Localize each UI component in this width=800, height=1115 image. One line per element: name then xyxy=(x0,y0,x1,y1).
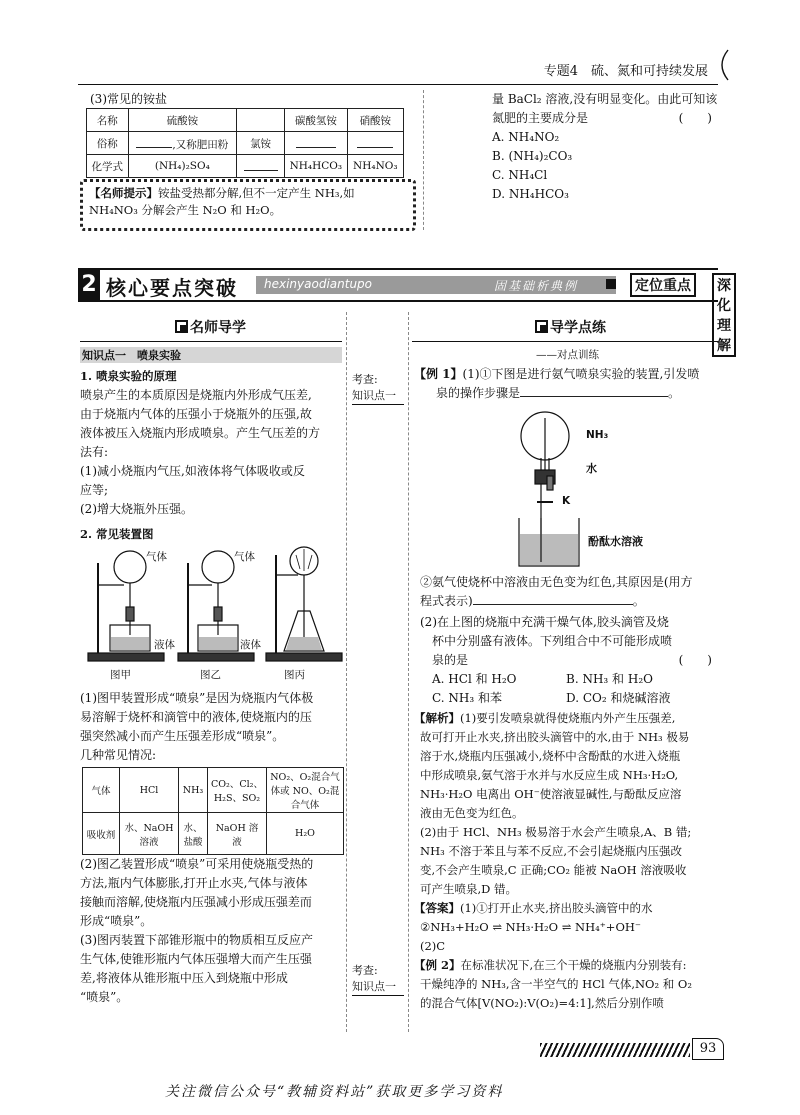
text-line: NH₃·H₂O 电离出 OH⁻使溶液显碱性,与酚酞反应溶 xyxy=(420,787,682,801)
figure-label-gas: 气体 xyxy=(234,551,255,563)
column-divider xyxy=(423,90,424,230)
note-line: 考查: xyxy=(352,964,378,977)
ammonium-heading: (3)常见的铵盐 xyxy=(90,92,167,106)
text: 泉的操作步骤是 xyxy=(436,386,521,400)
right-questions xyxy=(420,573,720,708)
text: 泉的是 xyxy=(432,653,469,667)
option-b: B. NH₃ 和 H₂O xyxy=(566,672,653,686)
answer-blank xyxy=(473,592,633,605)
text-line: 泉的操作步骤是 。 xyxy=(436,386,681,400)
banner-motto: 固基础析典例 xyxy=(494,279,579,293)
option-d: D. CO₂ 和烧碱溶液 xyxy=(566,691,671,705)
section-title-text: 名师导学 xyxy=(190,320,246,336)
table-cell: 化学式 xyxy=(87,155,129,178)
option-a: A. NH₄NO₂ xyxy=(492,130,560,144)
table-cell: 俗称 xyxy=(87,132,129,155)
table-row xyxy=(83,768,344,813)
question-line: 量 BaCl₂ 溶液,没有明显变化。由此可知该 xyxy=(492,92,718,106)
note-line: 知识点一 xyxy=(352,980,396,993)
section-title-text: 导学点练 xyxy=(550,320,606,336)
text-line: 干燥纯净的 NH₃,含一半空气的 HCl 气体,NO₂ 和 O₂ xyxy=(420,977,692,991)
text-line: 几种常见情况: xyxy=(80,748,157,762)
answer-paren: ( ) xyxy=(678,653,712,667)
table-cell: NO₂、O₂混合气体或 NO、O₂混合气体 xyxy=(267,768,344,813)
table-cell xyxy=(237,155,285,178)
margin-note xyxy=(352,963,404,996)
table-cell: 硝酸铵 xyxy=(347,109,403,132)
ammonium-table xyxy=(86,108,404,178)
text-line: 接触而溶解,使烧瓶内压强减小形成压强差而 xyxy=(80,895,312,909)
tip-label: 【名师提示】 xyxy=(89,186,158,200)
example-label: 【例 1】 xyxy=(414,367,463,381)
banner-square-icon xyxy=(606,279,616,289)
text-line xyxy=(414,899,719,918)
text-line: (2)图乙装置形成“喷泉”可采用使烧瓶受热的 xyxy=(80,857,314,871)
table-cell: 氯铵 xyxy=(237,132,285,155)
banner-strip xyxy=(256,276,616,294)
option-c: C. NH₃ 和苯 xyxy=(432,691,502,705)
right-section-title xyxy=(535,317,606,337)
text-line: 液体被压入烧瓶内形成喷泉。产生气压差的方 xyxy=(80,426,321,440)
text-line: 程式表示) 。 xyxy=(420,594,645,608)
analysis-block xyxy=(414,709,719,1013)
chapter-title: 专题4 硫、氮和可持续发展 xyxy=(543,64,708,79)
text: (1)①下图是进行氨气喷泉实验的装置,引发喷 xyxy=(462,367,700,381)
apparatus-bing xyxy=(266,547,342,661)
text-line: “喷泉”。 xyxy=(80,990,129,1004)
figure-label-water: 水 xyxy=(586,462,597,475)
answer-paren: ( ) xyxy=(678,111,712,125)
table-cell: 碳酸氢铵 xyxy=(285,109,348,132)
header-rule xyxy=(78,84,718,85)
table-cell xyxy=(237,109,285,132)
text-line: (2)增大烧瓶外压强。 xyxy=(80,502,193,516)
table-cell: 名称 xyxy=(87,109,129,132)
table-cell: NaOH 溶液 xyxy=(208,813,267,855)
text-line: (2)在上图的烧瓶中充满干燥气体,胶头滴管及烧 xyxy=(420,615,669,629)
table-cell xyxy=(347,132,403,155)
teacher-tip-box xyxy=(80,179,416,231)
figure-label-solution: 酚酞水溶液 xyxy=(588,535,643,548)
banner-number: 2 xyxy=(78,270,100,300)
margin-note xyxy=(352,372,404,405)
table-row xyxy=(87,132,404,155)
right-title-rule xyxy=(412,341,718,342)
table-cell: 气体 xyxy=(83,768,120,813)
table-cell xyxy=(285,132,348,155)
knowledge-point-tag: 知识点一 喷泉实验 xyxy=(80,347,342,363)
text-line: 易溶解于烧杯和滴管中的液体,使烧瓶内的压 xyxy=(80,710,312,724)
text-line: 形成“喷泉”。 xyxy=(80,914,153,928)
note-line: 知识点一 xyxy=(352,389,396,402)
tip-text: 铵盐受热都分解,但不一定产生 NH₃,如 NH₄NO₃ 分解会产生 N₂O 和 H₂O。 xyxy=(89,186,355,217)
table-cell: (NH₄)₂SO₄ xyxy=(128,155,236,178)
table-row xyxy=(87,109,404,132)
example-1-intro xyxy=(414,365,719,403)
text-line: 故可打开止水夹,挤出胶头滴管中的水,由于 NH₃ 极易 xyxy=(420,730,690,744)
text-line: 溶于水,烧瓶内压强减小,烧杯中含酚酞的水进入烧瓶 xyxy=(420,749,681,763)
question-text: 氮肥的主要成分是 xyxy=(492,111,589,125)
table-cell xyxy=(128,132,236,155)
options-row xyxy=(420,670,720,689)
apparatus-jia xyxy=(88,551,164,661)
fountain-apparatus-figure xyxy=(84,545,346,685)
text-line: (1)减小烧瓶内气压,如液体将气体吸收或反 xyxy=(80,464,305,478)
table-cell: 水、盐酸 xyxy=(179,813,208,855)
text-line: (3)图丙装置下部锥形瓶中的物质相互反应产 xyxy=(80,933,313,947)
text-line xyxy=(414,956,719,975)
text-line: 变,不会产生喷泉,C 正确;CO₂ 能被 NaOH 溶液吸收 xyxy=(420,863,687,877)
example-label: 【例 2】 xyxy=(414,958,461,972)
text-line xyxy=(414,365,719,384)
footer-note: 关注微信公众号“教辅资料站”获取更多学习资料 xyxy=(165,1084,504,1100)
text-line: 液由无色变为红色。 xyxy=(420,806,524,820)
table-cell-text: ,又称肥田粉 xyxy=(172,138,229,151)
options-row xyxy=(420,689,720,708)
subheading: 2. 常见装置图 xyxy=(80,527,154,541)
figure-caption: 图甲 xyxy=(110,669,131,681)
text-line: 方法,瓶内气体膨胀,打开止水夹,气体与液体 xyxy=(80,876,308,890)
table-cell: NH₄HCO₃ xyxy=(285,155,348,178)
page-number: 93 xyxy=(699,1041,717,1056)
text-line: 法有: xyxy=(80,445,109,459)
text-line: 差,将液体从锥形瓶中压入到烧瓶中形成 xyxy=(80,971,288,985)
text: (1)①打开止水夹,挤出胶头滴管中的水 xyxy=(460,901,653,915)
figure-label-liquid: 液体 xyxy=(154,639,175,651)
table-cell: CO₂、Cl₂、H₂S、SO₂ xyxy=(208,768,267,813)
text: 程式表示) xyxy=(420,594,473,608)
table-cell: 水、NaOH 溶液 xyxy=(120,813,179,855)
text: (1)要引发喷泉就得使烧瓶内外产生压强差, xyxy=(460,711,676,725)
text-line: 由于烧瓶内气体的压强小于烧瓶外的压强,故 xyxy=(80,407,312,421)
text-line: 的混合气体[V(NO₂):V(O₂)=4:1],然后分别作喷 xyxy=(420,996,664,1010)
banner-box-focus: 定位重点 xyxy=(630,273,696,297)
page-number-box xyxy=(692,1038,724,1060)
option-a: A. HCl 和 H₂O xyxy=(432,672,517,686)
table-cell: 吸收剂 xyxy=(83,813,120,855)
left-title-rule xyxy=(80,341,342,342)
option-d: D. NH₄HCO₃ xyxy=(492,187,569,201)
table-cell: NH₃ xyxy=(179,768,208,813)
figure-caption: 图丙 xyxy=(284,669,305,681)
section-square-icon xyxy=(175,320,188,333)
text-line: (1)图甲装置形成“喷泉”是因为烧瓶内气体极 xyxy=(80,691,314,705)
text-line: ②NH₃+H₂O ⇌ NH₃·H₂O ⇌ NH₄⁺+OH⁻ xyxy=(420,920,641,934)
table-row xyxy=(83,813,344,855)
question-line xyxy=(492,109,722,128)
text-line: 杯中分别盛有液体。下列组合中不可能形成喷 xyxy=(432,634,673,648)
table-cell: HCl xyxy=(120,768,179,813)
left-text-block-1 xyxy=(80,367,345,544)
text-line: 应等; xyxy=(80,483,109,497)
option-b: B. (NH₄)₂CO₃ xyxy=(492,149,573,163)
text-line: 喷泉产生的本质原因是烧瓶内外形成气压差, xyxy=(80,388,312,402)
banner-pinyin: hexinyaodiantupo xyxy=(264,277,373,291)
text-line xyxy=(414,709,719,728)
answer-label: 【答案】 xyxy=(414,901,460,915)
gas-absorbent-table xyxy=(82,767,344,855)
table-cell: H₂O xyxy=(267,813,344,855)
option-c: C. NH₄Cl xyxy=(492,168,548,182)
top-right-question xyxy=(492,90,722,204)
text-line xyxy=(420,651,720,670)
text-line: NH₃ 不溶于苯且与苯不反应,不会引起烧瓶内压强改 xyxy=(420,844,683,858)
text-line: (2)由于 HCl、NH₃ 极易溶于水会产生喷泉,A、B 错; xyxy=(420,825,692,839)
left-text-block-2 xyxy=(80,689,345,765)
text-line: 可产生喷泉,D 错。 xyxy=(420,882,518,896)
note-line: 考查: xyxy=(352,373,378,386)
text-line: ②氨气使烧杯中溶液由无色变为红色,其原因是(用方 xyxy=(420,575,693,589)
section-square-icon xyxy=(535,320,548,333)
subheading: 1. 喷泉实验的原理 xyxy=(80,369,177,383)
figure-label-gas: 气体 xyxy=(146,551,167,563)
column-divider xyxy=(408,312,409,1032)
table-row xyxy=(87,155,404,178)
text-line: 生气体,使锥形瓶内气体压强增大而产生压强 xyxy=(80,952,312,966)
banner-box-understand: 深化理解 xyxy=(712,273,736,357)
answer-blank xyxy=(520,384,668,397)
footer-hatch xyxy=(540,1043,690,1057)
analysis-label: 【解析】 xyxy=(414,711,460,725)
banner-title: 核心要点突破 xyxy=(106,276,238,300)
left-section-title xyxy=(175,317,246,337)
header-bracket-icon xyxy=(714,48,734,82)
text-line: 中形成喷泉,氨气溶于水并与水反应生成 NH₃·H₂O, xyxy=(420,768,679,782)
figure-label-liquid: 液体 xyxy=(240,639,261,651)
table-cell: NH₄NO₃ xyxy=(347,155,403,178)
left-text-block-3 xyxy=(80,855,345,1007)
running-header xyxy=(500,58,740,82)
figure-caption: 图乙 xyxy=(200,669,221,681)
figure-label-k: K xyxy=(562,495,571,507)
column-divider xyxy=(346,312,347,1032)
text-line: (2)C xyxy=(420,939,446,953)
table-cell: 硫酸铵 xyxy=(128,109,236,132)
text-line: 强突然减小而产生压强差形成“喷泉”。 xyxy=(80,729,285,743)
text: 在标准状况下,在三个干燥的烧瓶内分别装有: xyxy=(460,958,687,972)
right-subtitle: ——对点训练 xyxy=(536,349,599,361)
figure-label-nh3: NH₃ xyxy=(586,429,609,441)
